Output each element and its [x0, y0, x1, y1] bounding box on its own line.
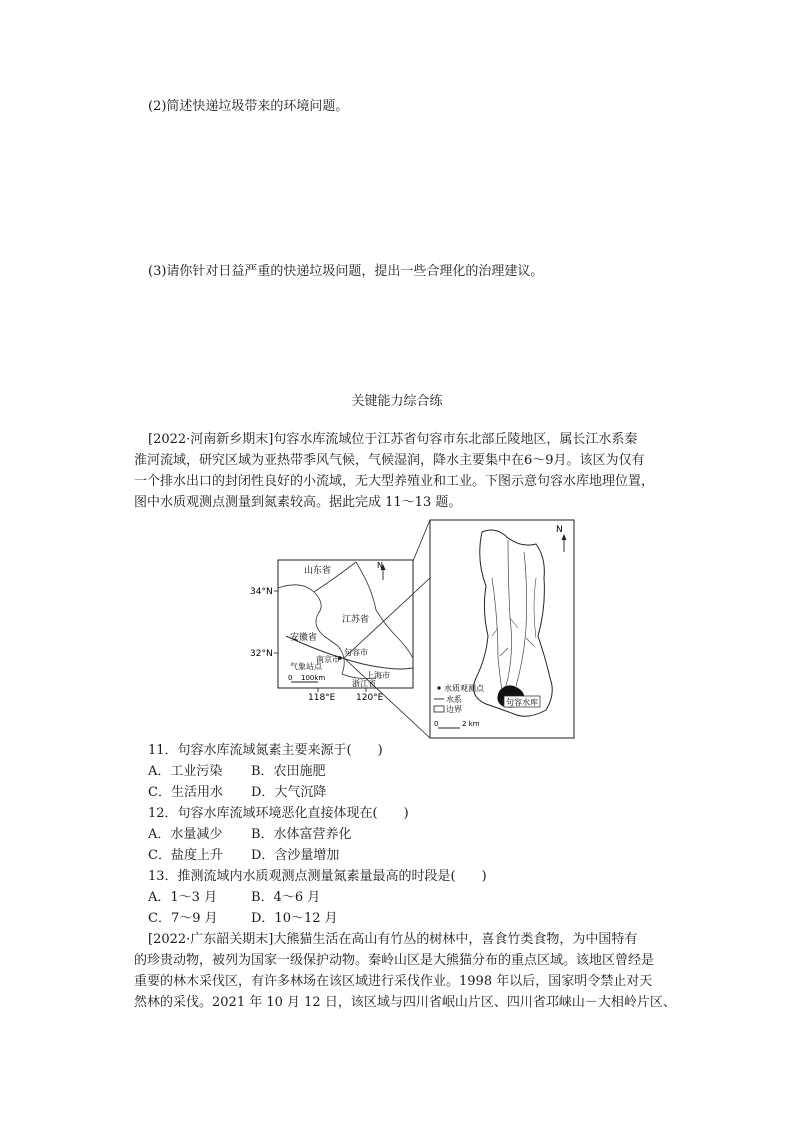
- question-2: (2)简述快递垃圾带来的环境问题。: [148, 99, 349, 114]
- label-lat-32: 32°N: [250, 649, 273, 659]
- q13-option-a: A．1～3 月: [148, 890, 218, 905]
- q13-option-d: D．10～12 月: [251, 911, 338, 926]
- intro1-line-2: 淮河流域，研究区域为亚热带季风气候，气候湿润，降水主要集中在6～9月。该区为仅有: [134, 453, 645, 468]
- legend-water-label: 水系: [446, 695, 462, 704]
- intro1-line-1: [2022·河南新乡期末]句容水库流域位于江苏省句容市东北部丘陵地区，属长江水系秦: [148, 432, 638, 447]
- label-lat-34: 34°N: [250, 587, 273, 597]
- label-reservoir: 句容水库: [506, 698, 538, 707]
- intro2-line-4: 然林的采伐。2021 年 10 月 12 日，该区域与四川省岷山片区、四川省邛崃山－大相岭片区、: [134, 995, 676, 1010]
- question-3: (3)请你针对日益严重的快递垃圾问题，提出一些合理化的治理建议。: [148, 264, 544, 279]
- q13-options-row1: [148, 888, 320, 908]
- label-shandong: 山东省: [304, 566, 332, 576]
- section-title: 关键能力综合练: [351, 394, 443, 409]
- right-north-label: N: [556, 525, 563, 535]
- label-lon-118: 118°E: [308, 693, 336, 703]
- q13-option-b: B．4～6 月: [251, 890, 321, 905]
- intro1-line-3: 一个排水出口的封闭性良好的小流域，无大型养殖业和工业。下图示意句容水库地理位置，: [134, 474, 655, 489]
- q11-option-d: D．大气沉降: [251, 785, 327, 800]
- connector-top: [413, 520, 430, 561]
- reservoir-location-map: [246, 518, 576, 740]
- intro2-line-1: [2022·广东韶关期末]大熊猫生活在高山有竹丛的树林中，喜食竹类食物，为中国特有: [148, 932, 638, 947]
- legend-border-box: [434, 706, 444, 712]
- intro2-line-2: 的珍贵动物，被列为国家一级保护动物。秦岭山区是大熊猫分布的重点区域。该地区曾经是: [134, 953, 655, 968]
- label-weather: 气象站点: [290, 662, 322, 671]
- right-scale-label: 2 km: [462, 720, 480, 728]
- q12-option-c: C．盐度上升: [148, 848, 223, 863]
- q12-options-row2: [148, 846, 339, 866]
- q12-option-b: B．水体富营养化: [251, 827, 352, 842]
- q13-option-c: C．7～9 月: [148, 911, 218, 926]
- right-scale-zero: 0: [434, 720, 439, 728]
- q11-options-row2: [148, 783, 326, 803]
- left-scale-zero: 0: [288, 674, 293, 682]
- legend-obs-dot: [437, 686, 440, 689]
- q12-option-d: D．含沙量增加: [251, 848, 340, 863]
- q12-option-a: A．水量减少: [148, 827, 223, 842]
- label-nanjing: 南京市: [316, 655, 340, 664]
- left-north-label: N: [377, 561, 383, 570]
- label-lon-120: 120°E: [356, 693, 384, 703]
- label-jiangsu: 江苏省: [342, 615, 370, 625]
- legend-obs-label: 水质观测点: [444, 684, 484, 693]
- q11-options-row1: [148, 762, 326, 782]
- label-anhui: 安徽省: [290, 633, 318, 643]
- q11-option-c: C．生活用水: [148, 785, 223, 800]
- label-shanghai: 上海市: [366, 671, 390, 680]
- intro2-line-3: 重要的林木采伐区，有许多林场在该区域进行采伐作业。1998 年以后，国家明令禁止对天: [134, 974, 653, 989]
- left-scale-label: 100km: [301, 674, 326, 682]
- q13-stem: 13．推测流域内水质观测点测量氮素量最高的时段是( ): [148, 869, 487, 884]
- q11-option-a: A．工业污染: [148, 764, 223, 779]
- label-jurong: 句容市: [344, 648, 368, 657]
- intro1-line-4: 图中水质观测点测量到氮素较高。据此完成 11～13 题。: [134, 495, 462, 510]
- q13-options-row2: [148, 909, 338, 929]
- legend-border-label: 边界: [446, 705, 462, 714]
- label-zhejiang: 浙江省: [352, 679, 376, 688]
- q11-stem: 11．句容水库流域氮素主要来源于( ): [148, 743, 383, 758]
- q12-options-row1: [148, 825, 352, 845]
- q11-option-b: B．农田施肥: [251, 764, 326, 779]
- q12-stem: 12．句容水库流域环境恶化直接体现在( ): [148, 806, 409, 821]
